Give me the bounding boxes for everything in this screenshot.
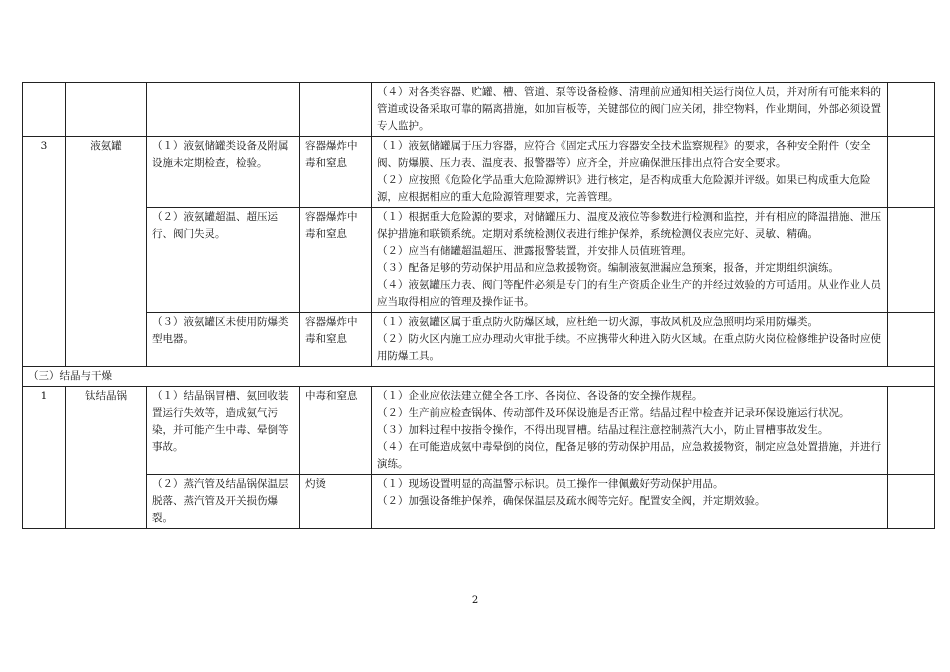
item-name: 钛结晶锅 [66,387,147,529]
accident-cell [300,83,372,137]
measure-text: （１）企业应依法建立健全各工序、各岗位、各设备的安全操作规程。 [377,390,703,402]
measure-text: （２）防火区内施工应办理动火审批手续。不应携带火种进入防火区域。在重点防火岗位检修维护设备时应使用防爆工具。 [377,333,881,362]
measure-text: （１）现场设置明显的高温警示标识。员工操作一律佩戴好劳动保护用品。 [377,478,724,490]
accident-cell: 容器爆炸中毒和窒息 [300,208,372,313]
table-row [23,313,935,367]
table-row [23,83,935,137]
accident-cell: 灼烫 [300,475,372,529]
measure-text: （４）液氨罐压力表、阀门等配件必须是专门的有生产资质企业生产的并经过效验的方可适用。从业作业人员应当取得相应的管理及操作证书。 [377,279,881,308]
measure-text: （３）加料过程中按指令操作，不得出现冒槽。结晶过程注意控制蒸汽大小，防止冒槽事故发生。 [377,424,829,436]
measure-text: （４）对各类容器、贮罐、槽、管道、泵等设备检修、清理前应通知相关运行岗位人员，并对所有可能来料的管道或设备采取可靠的隔离措施，如加盲板等，关键部位的阀门应关闭，排空物料，作业期间，外部必须设置专人监护。 [377,86,881,132]
note-cell [888,387,935,475]
note-cell [888,137,935,208]
table-row [23,387,935,475]
item-number: 3 [23,137,66,367]
page-number: 2 [471,595,479,606]
measures-cell [372,83,888,137]
name-cell [66,83,147,137]
note-cell [888,208,935,313]
factor-cell: （２）蒸汽管及结晶锅保温层脱落、蒸汽管及开关损伤爆裂。 [147,475,300,529]
factor-cell: （１）液氨储罐类设备及附属设施未定期检查，检验。 [147,137,300,208]
accident-cell: 中毒和窒息 [300,387,372,475]
measure-text: （３）配备足够的劳动保护用品和应急救援物资。编制液氨泄漏应急预案，报备，并定期组织演练。 [377,262,839,274]
factor-cell [147,83,300,137]
item-name: 液氨罐 [66,137,147,367]
measures-cell [372,475,888,529]
factor-cell: （２）液氨罐超温、超压运行、阀门失灵。 [147,208,300,313]
section-title: （三）结晶与干燥 [23,367,935,387]
table-row [23,208,935,313]
note-cell [888,313,935,367]
table-row [23,137,935,208]
measures-cell [372,387,888,475]
measure-text: （２）应按照《危险化学品重大危险源辨识》进行核定，是否构成重大危险源并评级。如果已构成重大危险源，应根据相应的重大危险源管理要求，完善管理。 [377,174,871,203]
accident-cell: 容器爆炸中毒和窒息 [300,313,372,367]
factor-cell: （１）结晶锅冒槽、氨回收装置运行失效等，造成氨气污染，并可能产生中毒、晕倒等事故。 [147,387,300,475]
measure-text: （２）加强设备维护保养，确保保温层及疏水阀等完好。配置安全阀，并定期效验。 [377,495,766,507]
measure-text: （１）根据重大危险源的要求，对储罐压力、温度及液位等参数进行检测和监控，并有相应的降温措施、泄压保护措施和联锁系统。定期对系统检测仪表进行维护保养，系统检测仪表应完好、灵敏、精确。 [377,211,881,240]
table-row [23,475,935,529]
measures-cell [372,137,888,208]
measures-cell [372,313,888,367]
risk-table [22,82,935,529]
measure-text: （２）应当有储罐超温超压、泄露报警装置，并安排人员值班管理。 [377,245,692,257]
measure-text: （２）生产前应检查锅体、传动部件及环保设施是否正常。结晶过程中检查并记录环保设施运行状况。 [377,407,850,419]
section-row [23,367,935,387]
no-cell [23,83,66,137]
note-cell [888,475,935,529]
measure-text: （１）液氨罐区属于重点防火防爆区域，应杜绝一切火源，事故风机及应急照明均采用防爆类。 [377,316,818,328]
item-number: 1 [23,387,66,529]
note-cell [888,83,935,137]
measure-text: （１）液氨储罐属于压力容器，应符合《固定式压力容器安全技术监察规程》的要求，各种安全附件（安全阀、防爆膜、压力表、温度表、报警器等）应齐全，并应确保泄压排出点符合安全要求。 [377,140,871,169]
factor-cell: （３）液氨罐区未使用防爆类型电器。 [147,313,300,367]
measures-cell [372,208,888,313]
measure-text: （４）在可能造成氨中毒晕倒的岗位，配备足够的劳动保护用品，应急救援物资，制定应急处置措施，并进行演练。 [377,441,881,470]
accident-cell: 容器爆炸中毒和窒息 [300,137,372,208]
